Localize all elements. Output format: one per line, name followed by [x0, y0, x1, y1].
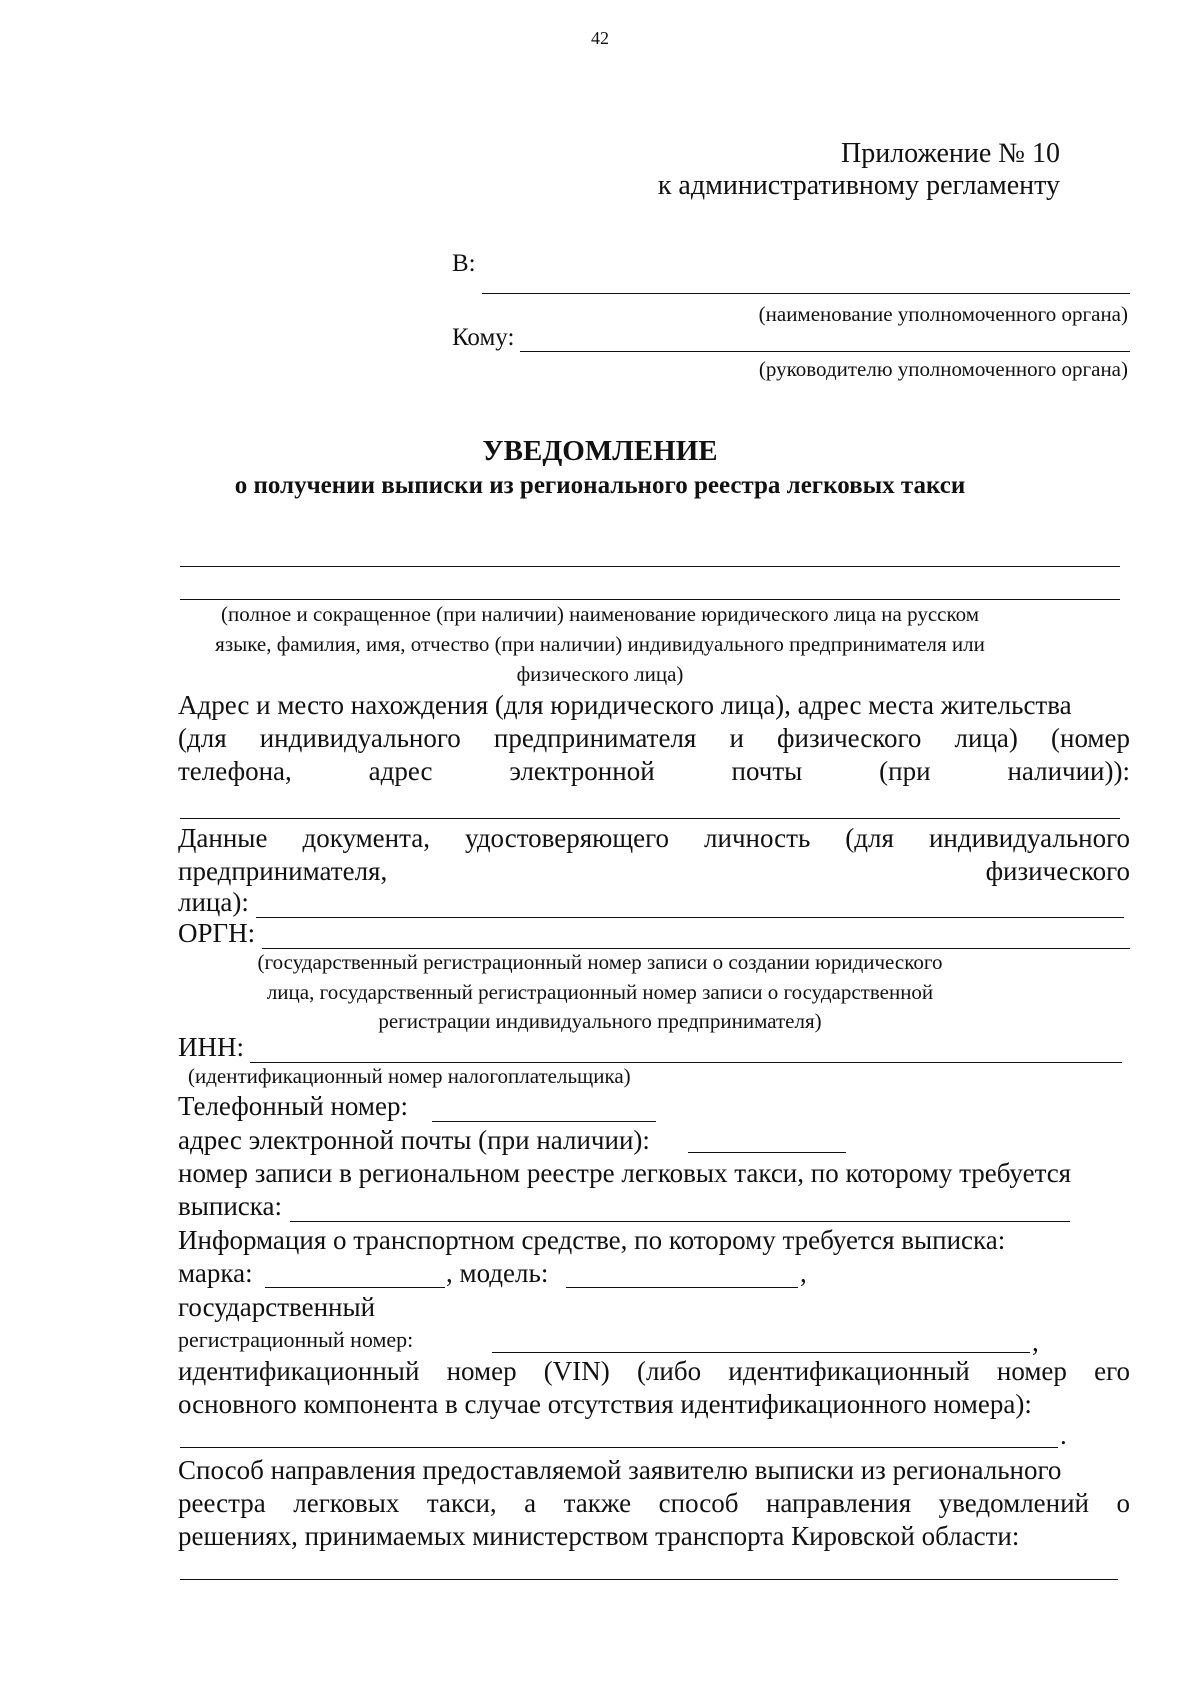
vin-line-2: основного компонента в случае отсутствия идентификационного номера): — [178, 1389, 1032, 1419]
registry-line-1: номер записи в региональном реестре легковых такси, по которому требуется — [178, 1158, 1072, 1188]
email-label: адрес электронной почты (при наличии): — [178, 1125, 650, 1155]
document-subtitle: о получении выписки из регионального реестра легковых такси — [234, 472, 966, 499]
address-line-1: Адрес и место нахождения (для юридического лица), адрес места жительства — [178, 690, 1072, 720]
identity-field-line[interactable] — [256, 917, 1124, 918]
email-field-line[interactable] — [688, 1152, 846, 1153]
model-label: , модель: — [446, 1258, 549, 1288]
inn-caption: (идентификационный номер налогоплательщика) — [188, 1064, 631, 1088]
vehicle-heading: Информация о транспортном средстве, по которому требуется выписка: — [178, 1225, 1006, 1255]
appendix-line-1: Приложение № 10 — [841, 138, 1060, 169]
identity-line-2-right: физического — [985, 856, 1130, 886]
appendix-line-2: к административному регламенту — [657, 170, 1060, 201]
delivery-line-1: Способ направления предоставляемой заявителю выписки из регионального — [178, 1455, 1062, 1485]
applicant-caption-3: физического лица) — [516, 662, 684, 686]
whom-field-line[interactable] — [520, 351, 1130, 352]
vin-field-line[interactable] — [180, 1447, 1058, 1448]
address-line-3: телефона, адрес электронной почты (при наличии)): — [178, 756, 1130, 786]
brand-label: марка: — [178, 1258, 253, 1288]
delivery-line-2: реестра легковых такси, а также способ направления уведомлений о — [178, 1488, 1130, 1518]
whom-caption: (руководителю уполномоченного органа) — [758, 357, 1128, 381]
inn-label: ИНН: — [178, 1032, 244, 1062]
identity-line-3: лица): — [178, 887, 249, 917]
inn-field-line[interactable] — [250, 1062, 1122, 1063]
applicant-caption-1: (полное и сокращенное (при наличии) наименование юридического лица на русском — [220, 602, 980, 626]
phone-field-line[interactable] — [432, 1121, 656, 1122]
delivery-field-line[interactable] — [180, 1579, 1118, 1580]
registry-line-2: выписка: — [178, 1191, 282, 1221]
brand-field-line[interactable] — [265, 1287, 445, 1288]
identity-line-2-left: предпринимателя, — [178, 856, 388, 886]
ogrn-label: ОРГН: — [178, 918, 256, 948]
vin-end-mark: . — [1060, 1420, 1067, 1450]
reg-number-field-line[interactable] — [492, 1352, 1030, 1353]
phone-label: Телефонный номер: — [178, 1091, 408, 1121]
registry-field-line[interactable] — [290, 1221, 1070, 1222]
applicant-caption-2: языке, фамилия, имя, отчество (при наличии) индивидуального предпринимателя или — [215, 632, 985, 656]
applicant-name-line-2[interactable] — [180, 599, 1120, 600]
reg-number-comma: , — [1032, 1327, 1039, 1357]
applicant-name-line-1[interactable] — [180, 566, 1120, 567]
document-title: УВЕДОМЛЕНИЕ — [482, 435, 718, 467]
reg-number-label: регистрационный номер: — [178, 1327, 414, 1352]
state-label: государственный — [178, 1292, 376, 1322]
vin-line-1: идентификационный номер (VIN) (либо идентификационный номер его — [178, 1356, 1130, 1386]
model-comma: , — [800, 1258, 807, 1288]
whom-label: Кому: — [452, 324, 515, 351]
ogrn-caption-3: регистрации индивидуального предпринимателя) — [378, 1009, 822, 1033]
ogrn-caption-2: лица, государственный регистрационный номер записи о государственной — [266, 980, 934, 1004]
to-caption: (наименование уполномоченного органа) — [758, 302, 1128, 326]
ogrn-caption-1: (государственный регистрационный номер записи о создании юридического — [257, 950, 943, 974]
to-label: В: — [452, 250, 476, 277]
to-field-line[interactable] — [482, 293, 1130, 294]
model-field-line[interactable] — [566, 1287, 798, 1288]
page-number: 42 — [591, 28, 609, 48]
address-line-2: (для индивидуального предпринимателя и физического лица) (номер — [178, 723, 1130, 753]
ogrn-field-line[interactable] — [262, 948, 1130, 949]
address-field-line[interactable] — [180, 818, 1120, 819]
identity-line-1: Данные документа, удостоверяющего личность (для индивидуального — [178, 823, 1130, 853]
delivery-line-3: решениях, принимаемых министерством транспорта Кировской области: — [178, 1521, 1020, 1551]
